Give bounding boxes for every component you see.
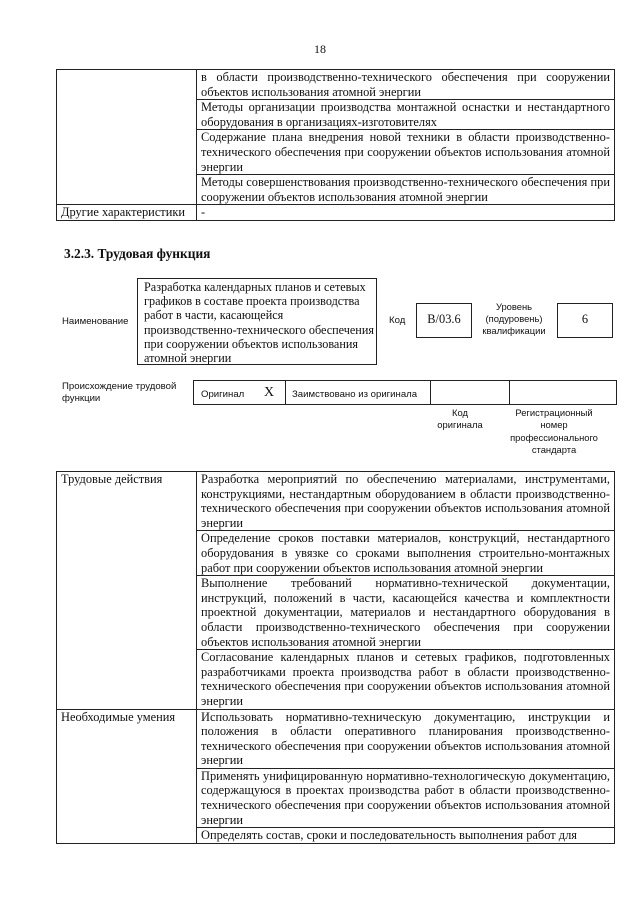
code-label: Код xyxy=(389,315,406,326)
function-name-box: Разработка календарных планов и сетевых графиков в составе проекта производства работ в части, касающейся производственно-технического обеспечения при сооружении объектов использования атомной энергии xyxy=(137,278,377,365)
table-row xyxy=(57,70,615,100)
divider xyxy=(430,381,431,404)
qualification-level-label: Уровень (подуровень) квалификации xyxy=(482,301,546,336)
labor-action-item: Определение сроков поставки материалов, конструкций, нестандартного оборудования в увязке со сроками выполнения строительно-монтажных работ при сооружении объектов использования атомной энергии xyxy=(197,531,615,576)
row-label-required-skills: Необходимые умения xyxy=(57,709,197,843)
other-characteristics-value: - xyxy=(197,205,615,221)
knowledge-item: Методы совершенствования производственно-технического обеспечения при сооружении объектов использования атомной энергии xyxy=(197,175,615,205)
labor-action-item: Согласование календарных планов и сетевых графиков, подготовленных разработчиками проекта производства работ в области производственно-технического обеспечения при сооружении объектов использования атомной энергии xyxy=(197,650,615,709)
skill-item: Использовать нормативно-техническую документацию, инструкции и положения в области оперативного планирования производственно-технического обеспечения при сооружении объектов использования атомной энергии xyxy=(197,709,615,768)
divider xyxy=(285,381,286,404)
continuation-table xyxy=(56,69,615,221)
knowledge-item: Содержание плана внедрения новой техники в области производственно-технического обеспечения при сооружении объектов использования атомной энергии xyxy=(197,130,615,175)
divider xyxy=(509,381,510,404)
knowledge-item: в области производственно-технического обеспечения при сооружении объектов использования атомной энергии xyxy=(197,70,615,100)
labor-action-item: Выполнение требований нормативно-технической документации, инструкций, положений в части, касающейся качества и комплектности проектной документации, материалов и нестандартного оборудования в области производственно-технического обеспечения при сооружении объектов использования атомной энергии xyxy=(197,576,615,650)
labor-function-table xyxy=(56,471,615,844)
page-number: 18 xyxy=(314,42,326,56)
origin-label: Происхождение трудовой функции xyxy=(62,381,177,404)
original-label: Оригинал xyxy=(201,389,245,400)
labor-action-item: Разработка мероприятий по обеспечению материалами, инструментами, конструкциями, нестандартным оборудованием в области производственно-технического обеспечения при сооружении объектов использования атомной энергии xyxy=(197,472,615,531)
table-row xyxy=(57,205,615,221)
skill-item: Определять состав, сроки и последовательность выполнения работ для xyxy=(197,828,615,844)
skill-item: Применять унифицированную нормативно-технологическую документацию, содержащуюся в проектах производства работ в области производственно-технического обеспечения при сооружении объектов использования атомной энергии xyxy=(197,768,615,827)
registration-number-label: Регистрационный номер профессионального стандарта xyxy=(510,407,598,456)
name-label: Наименование xyxy=(62,316,129,327)
qualification-level-box: 6 xyxy=(557,303,613,338)
original-mark: X xyxy=(264,385,275,400)
table-row xyxy=(57,709,615,768)
function-code-box: B/03.6 xyxy=(416,303,472,338)
row-label-other-characteristics: Другие характеристики xyxy=(57,205,197,221)
row-label-labor-actions: Трудовые действия xyxy=(57,472,197,710)
borrowed-label: Заимствовано из оригинала xyxy=(292,389,418,400)
table-row xyxy=(57,472,615,531)
origin-box xyxy=(193,380,617,405)
section-title: 3.2.3. Трудовая функция xyxy=(64,246,211,261)
code-original-label: Код оригинала xyxy=(437,407,483,430)
knowledge-item: Методы организации производства монтажной оснастки и нестандартного оборудования в организациях-изготовителях xyxy=(197,100,615,130)
row-label xyxy=(57,70,197,205)
